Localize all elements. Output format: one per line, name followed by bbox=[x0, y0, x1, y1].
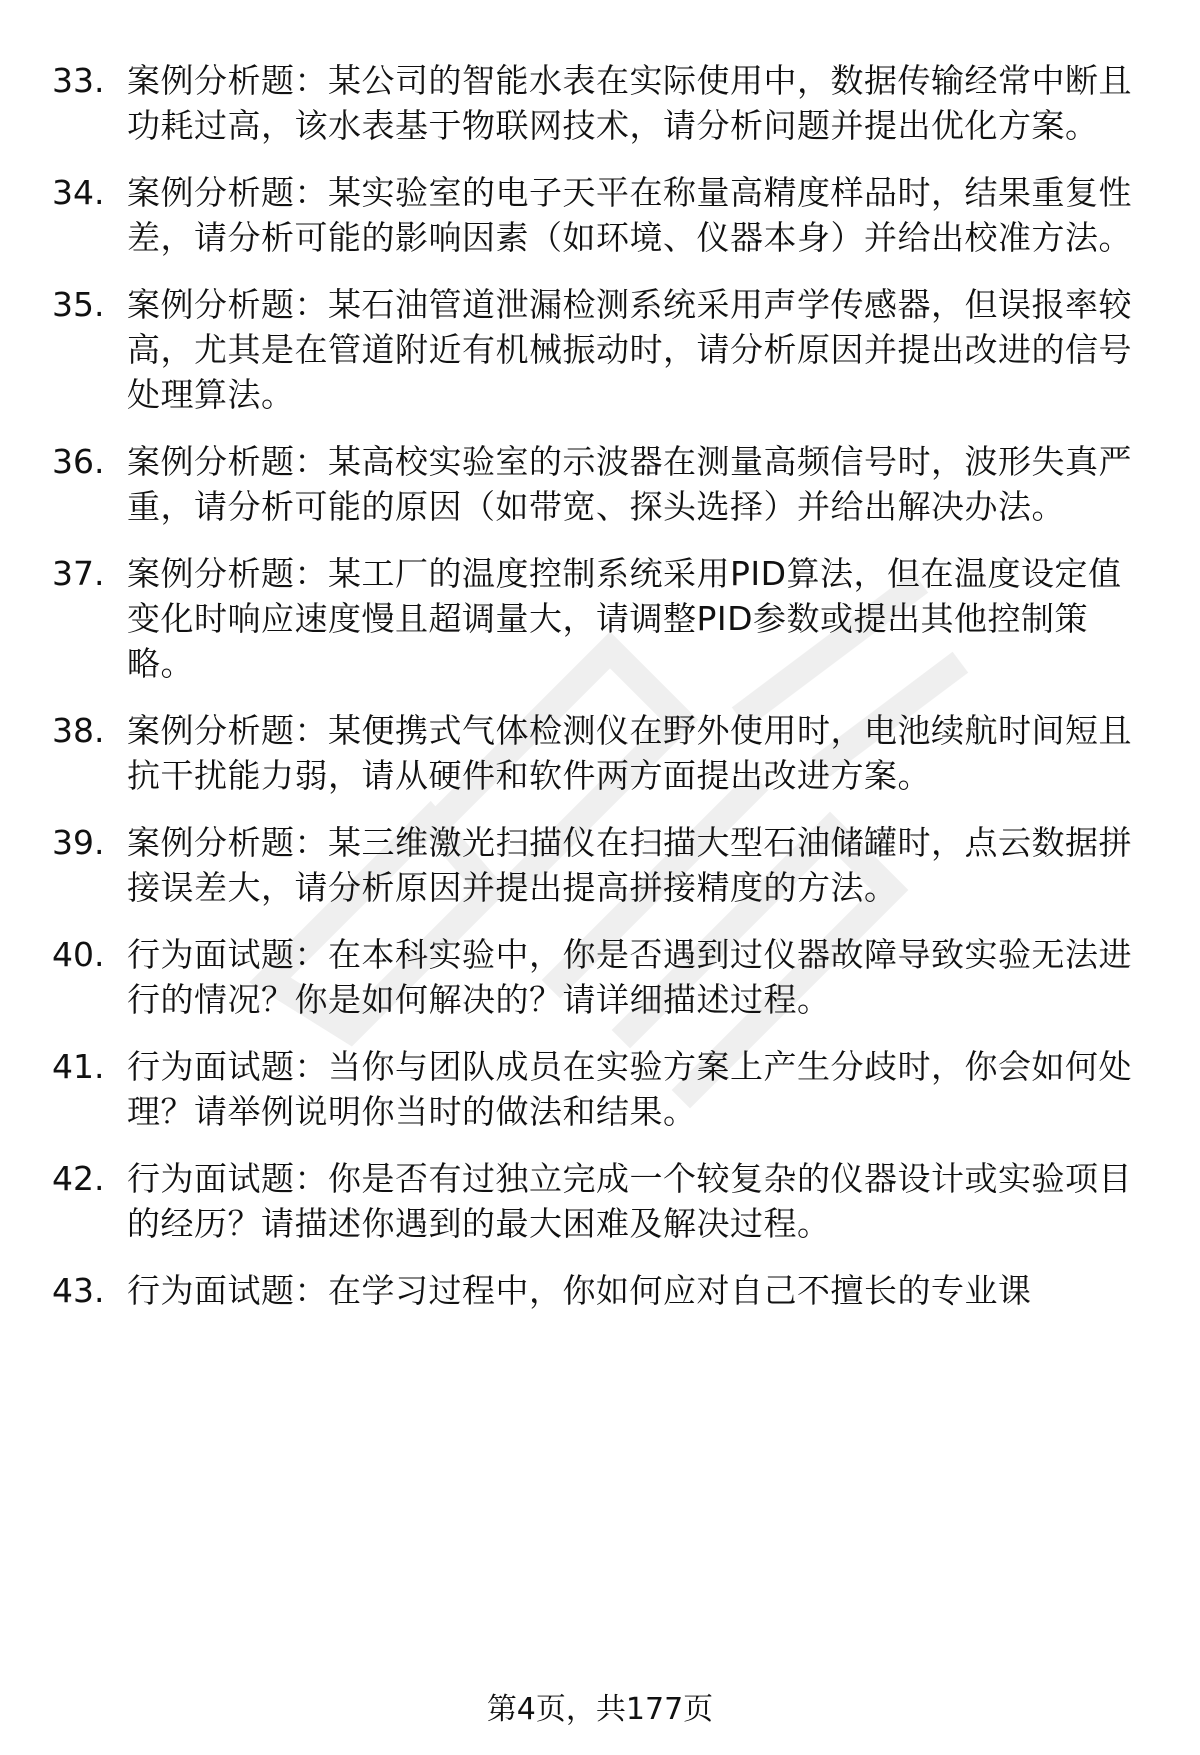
question-number: 41. bbox=[52, 1047, 105, 1086]
question-text: 行为面试题：在本科实验中，你是否遇到过仪器故障导致实验无法进行的情况？你是如何解决的？请详细描述过程。 bbox=[127, 935, 1132, 1019]
question-item-42 bbox=[0, 1156, 1200, 1246]
question-number: 43. bbox=[52, 1271, 105, 1310]
question-text: 案例分析题：某实验室的电子天平在称量高精度样品时，结果重复性差，请分析可能的影响因素（如环境、仪器本身）并给出校准方法。 bbox=[127, 173, 1132, 257]
question-number: 38. bbox=[52, 711, 105, 750]
question-number: 33. bbox=[52, 61, 105, 100]
question-number: 36. bbox=[52, 442, 105, 481]
page-number-footer: 第4页，共177页 bbox=[486, 1692, 714, 1727]
question-text: 案例分析题：某便携式气体检测仪在野外使用时，电池续航时间短且抗干扰能力弱，请从硬件和软件两方面提出改进方案。 bbox=[127, 711, 1132, 795]
question-text: 行为面试题：当你与团队成员在实验方案上产生分歧时，你会如何处理？请举例说明你当时的做法和结果。 bbox=[127, 1047, 1132, 1131]
question-item-39 bbox=[0, 820, 1200, 910]
question-number: 34. bbox=[52, 173, 105, 212]
question-number: 35. bbox=[52, 285, 105, 324]
question-number: 39. bbox=[52, 823, 105, 862]
question-item-40 bbox=[0, 932, 1200, 1022]
question-text: 行为面试题：在学习过程中，你如何应对自己不擅长的专业课 bbox=[127, 1271, 1032, 1310]
question-item-36 bbox=[0, 439, 1200, 529]
question-item-33 bbox=[0, 58, 1200, 148]
question-item-43 bbox=[0, 1268, 1200, 1313]
question-number: 40. bbox=[52, 935, 105, 974]
question-item-37 bbox=[0, 551, 1200, 686]
question-item-41 bbox=[0, 1044, 1200, 1134]
question-number: 42. bbox=[52, 1159, 105, 1198]
question-text: 行为面试题：你是否有过独立完成一个较复杂的仪器设计或实验项目的经历？请描述你遇到的最大困难及解决过程。 bbox=[127, 1159, 1132, 1243]
question-text: 案例分析题：某石油管道泄漏检测系统采用声学传感器，但误报率较高，尤其是在管道附近有机械振动时，请分析原因并提出改进的信号处理算法。 bbox=[127, 285, 1132, 414]
question-text: 案例分析题：某工厂的温度控制系统采用PID算法，但在温度设定值变化时响应速度慢且超调量大，请调整PID参数或提出其他控制策略。 bbox=[127, 554, 1122, 683]
question-text: 案例分析题：某三维激光扫描仪在扫描大型石油储罐时，点云数据拼接误差大，请分析原因并提出提高拼接精度的方法。 bbox=[127, 823, 1132, 907]
question-text: 案例分析题：某公司的智能水表在实际使用中，数据传输经常中断且功耗过高，该水表基于物联网技术，请分析问题并提出优化方案。 bbox=[127, 61, 1132, 145]
question-number: 37. bbox=[52, 554, 105, 593]
question-item-38 bbox=[0, 708, 1200, 798]
question-item-35 bbox=[0, 282, 1200, 417]
question-list bbox=[0, 58, 1200, 1335]
question-text: 案例分析题：某高校实验室的示波器在测量高频信号时，波形失真严重，请分析可能的原因（如带宽、探头选择）并给出解决办法。 bbox=[127, 442, 1132, 526]
question-item-34 bbox=[0, 170, 1200, 260]
